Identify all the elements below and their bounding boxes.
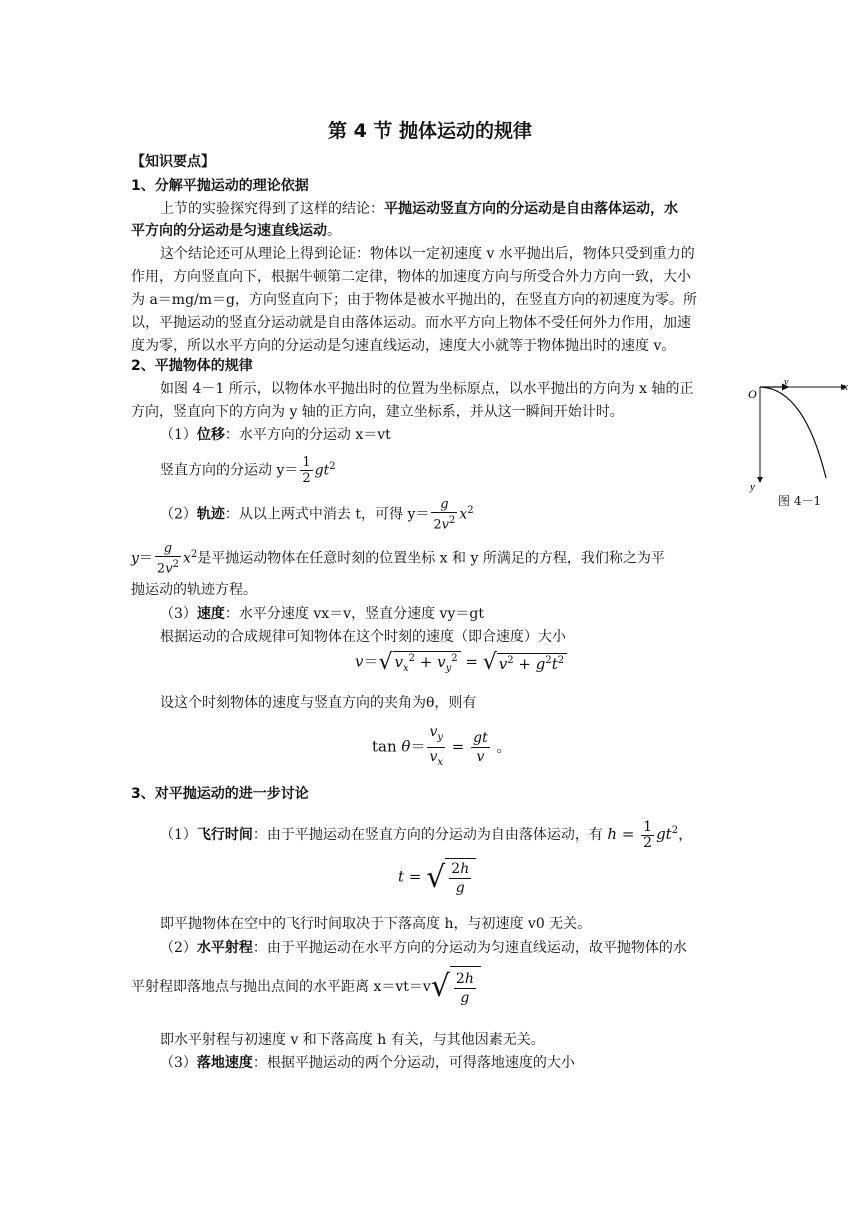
s1-p2-line5: 度为零，所以水平方向的分运动是匀速直线运动，速度大小就等于物体抛出时的速度 v。 [131,338,676,354]
s1-p2-line4: 以，平抛运动的竖直分运动就是自由落体运动。而水平方向上物体不受任何外力作用，加速 [131,315,691,331]
v-text: ：根据平抛运动的两个分运动，可得落地速度的大小 [252,1055,575,1071]
s1-p2-line3: 为 a＝mg/m＝g，方向竖直向下；由于物体是被水平抛出的，在竖直方向的初速度为零。所 [131,292,697,308]
s2-trajectory-desc: y＝ $\frac{g}{2v^2}$ $x^2$是平抛运动物体在任意时刻的位置坐标 x 和 y 所满足的方程，我们称之为平 [131,540,665,577]
s2-displacement-vertical: 竖直方向的分运动 y＝ $\frac{1}{2}$ $gt^2$ [160,455,336,487]
formula-g-over-2v2-b: $\frac{g}{2v^2}$ [156,540,179,577]
s1-p1-line2 [131,221,341,241]
x-label: 水平射程 [196,940,253,956]
t-label: 飞行时间 [196,827,253,843]
s2-velocity [160,604,484,624]
trajectory-curve [760,387,826,478]
s1-heading: 1、分解平抛运动的理论依据 [131,178,309,194]
x-num: （2） [160,940,197,956]
x-axis-label: x [843,381,848,393]
s1-p1-end: 。 [327,223,341,239]
v-label: v [784,378,789,388]
disp-num: （1） [160,427,197,443]
s3-flight-time-desc: 即平抛物体在空中的飞行时间取决于下落高度 h，与初速度 v0 无关。 [160,916,592,932]
s3-range-line2: 平射程即落地点与抛出点间的水平距离 x＝vt＝v√ $\frac{2h}{g}$ [131,966,481,1008]
s1-p1-line1 [160,199,678,219]
projectile-figure [746,378,856,508]
t-text: ：由于平抛运动在竖直方向的分运动为自由落体运动，有 [252,827,603,843]
s1-p1-bold-a: 平抛运动竖直方向的分运动是自由落体运动，水 [384,201,678,217]
s2-velocity-desc: 根据运动的合成规律可知物体在这个时刻的速度（即合速度）大小 [160,629,566,645]
t-num: （1） [160,827,197,843]
traj-text: ：从以上两式中消去 t，可得 y＝ [224,506,430,523]
s3-range-desc: 即水平射程与初速度 v 和下落高度 h 有关，与其他因素无关。 [160,1032,545,1048]
v-num: （3） [160,1055,197,1071]
s2-trajectory-desc2: 抛运动的轨迹方程。 [131,582,257,598]
s3-heading: 3、对平抛运动的进一步讨论 [131,786,309,802]
s2-displacement [160,425,391,445]
figure-caption: 图 4－1 [778,494,822,508]
s1-p2-line1: 这个结论还可从理论上得到论证：物体以一定初速度 v 水平抛出后，物体只受到重力的 [160,246,695,262]
s1-p2-line2: 作用，方向竖直向下，根据牛顿第二定律，物体的加速度方向与所受合外力方向一致，大小 [131,269,691,285]
y-axis-label: y [750,481,755,493]
formula-flight-time: t = √ $\frac{2h}{g}$ [398,858,476,897]
s3-range [160,938,687,958]
x-text: ：由于平抛运动在水平方向的分运动为匀速直线运动，故平抛物体的水 [252,940,687,956]
vel-num: （3） [160,606,197,622]
traj-label: 轨迹 [196,506,225,523]
s2-angle-desc: 设这个时刻物体的速度与竖直方向的夹角为θ，则有 [160,695,477,711]
traj-num: （2） [160,506,197,523]
formula-g-over-2v2: $\frac{g}{2v^2}$ [433,496,456,533]
formula-half: $\frac{1}{2}$ [302,455,311,487]
s1-p1-text: 上节的实验探究得到了这样的结论： [160,201,384,217]
disp-v-text: 竖直方向的分运动 y＝ [160,462,299,479]
origin-label: O [748,387,757,401]
s3-flight-time: （1）飞行时间：由于平抛运动在竖直方向的分运动为自由落体运动，有 h = $\frac{1}{2}$ $gt^2$， [160,818,694,851]
s1-p1-bold-b: 平方向的分运动是匀速直线运动 [131,223,327,239]
disp-label: 位移 [196,427,225,443]
s2-p1-line1: 如图 4－1 所示，以物体水平抛出时的位置为坐标原点，以水平抛出的方向为 x 轴的正 [160,381,694,397]
disp-text: ：水平方向的分运动 x＝vt [224,427,391,443]
formula-velocity-magnitude: v＝√ $v_x^2 + v_y^2$ = √ $v^2 + g^2t^2$ [355,650,567,675]
vel-label: 速度 [196,606,225,622]
x-text2: 平射程即落地点与抛出点间的水平距离 x＝vt＝v [131,979,431,995]
formula-tan-theta: tan θ＝ $\frac{v_y}{v_x}$ = $\frac{gt}{v}$ 。 [372,724,512,768]
v-label: 落地速度 [196,1055,253,1071]
s2-heading: 2、平抛物体的规律 [131,358,253,374]
s2-p1-line2: 方向，竖直向下的方向为 y 轴的正方向，建立坐标系，并从这一瞬间开始计时。 [131,404,624,420]
vel-text: ：水平分速度 vx＝v，竖直分速度 vy＝gt [224,606,484,622]
traj-desc-a: 是平抛运动物体在任意时刻的位置坐标 x 和 y 所满足的方程，我们称之为平 [197,550,665,567]
page-title: 第 4 节 抛体运动的规律 [327,120,533,142]
s2-trajectory: （2）轨迹：从以上两式中消去 t，可得 y＝ $\frac{g}{2v^2}$ $x^2$ [160,496,474,533]
section-label: 【知识要点】 [131,154,215,170]
s3-landing-velocity [160,1053,575,1073]
